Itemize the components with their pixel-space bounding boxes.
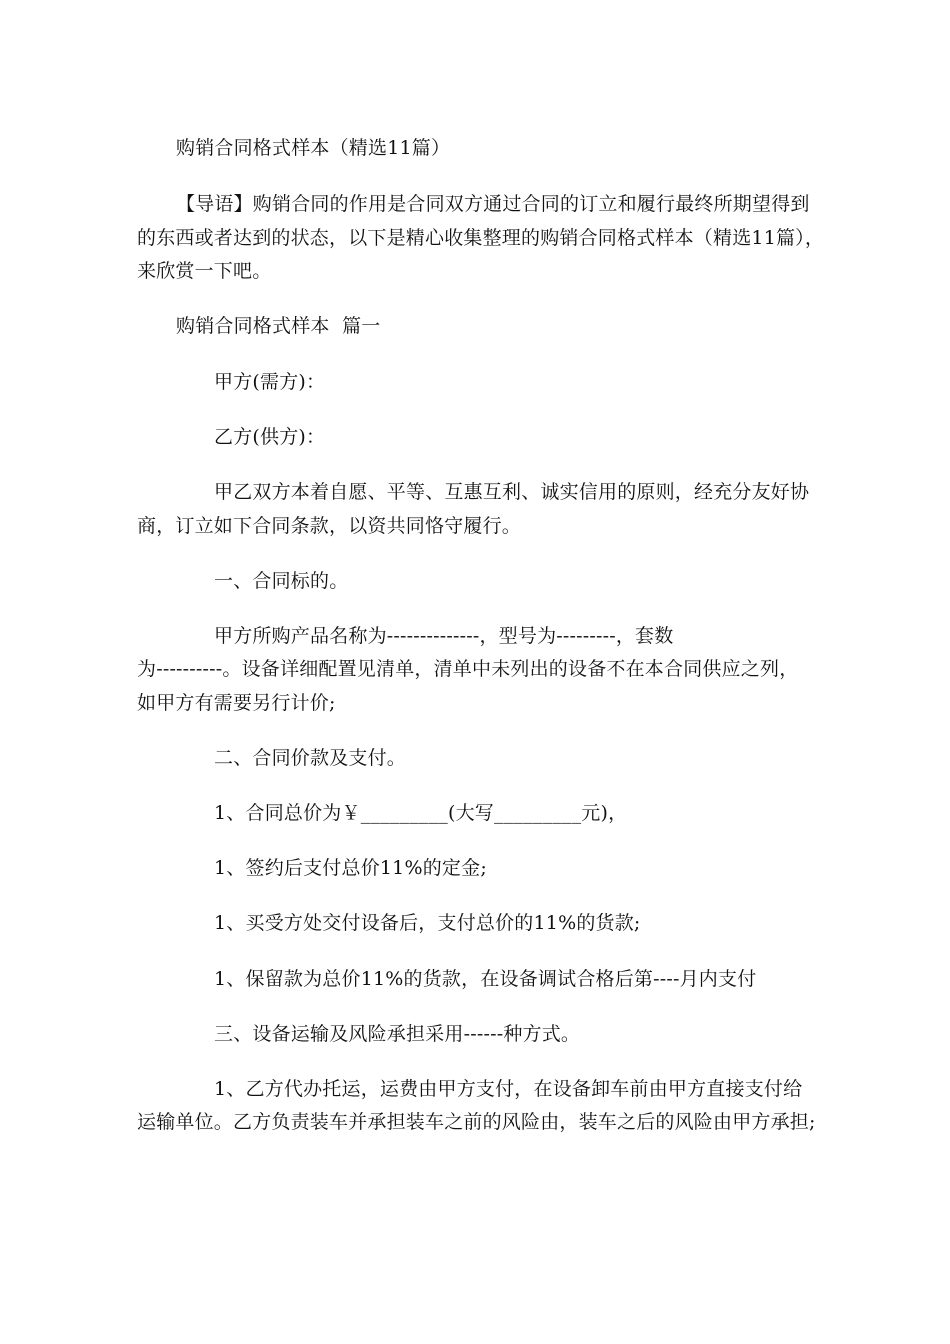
- clause-2-item-2: 1、签约后支付总价11%的定金;: [214, 857, 487, 879]
- clause-1-line-1: 甲方所购产品名称为--------------，型号为---------，套数: [214, 625, 674, 647]
- clause-1-title: 一、合同标的。: [214, 570, 349, 592]
- clause-3-title: 三、设备运输及风险承担采用------种方式。: [214, 1023, 581, 1045]
- clause-3-line-1: 1、乙方代办托运，运费由甲方支付，在设备卸车前由甲方直接支付给: [214, 1078, 803, 1100]
- clause-2-item-4: 1、保留款为总价11%的货款，在设备调试合格后第----月内支付: [214, 968, 757, 990]
- clause-2-item-3: 1、买受方处交付设备后，支付总价的11%的货款;: [214, 912, 641, 934]
- clause-1-line-2: 为----------。设备详细配置见清单，清单中未列出的设备不在本合同供应之列，: [137, 658, 799, 680]
- intro-line-1: 【导语】购销合同的作用是合同双方通过合同的订立和履行最终所期望得到: [176, 193, 810, 215]
- party-a-label: 甲方(需方)：: [214, 371, 326, 393]
- clause-3-line-2: 运输单位。乙方负责装车并承担装车之前的风险由，装车之后的风险由甲方承担;: [137, 1111, 816, 1133]
- intro-line-3: 来欣赏一下吧。: [137, 260, 272, 282]
- document-title: 购销合同格式样本（精选11篇）: [176, 137, 451, 159]
- preamble-line-1: 甲乙双方本着自愿、平等、互惠互利、诚实信用的原则，经充分友好协: [214, 481, 810, 503]
- clause-1-line-3: 如甲方有需要另行计价;: [137, 692, 336, 714]
- section-heading: 购销合同格式样本 篇一: [176, 315, 381, 337]
- party-b-label: 乙方(供方)：: [214, 426, 326, 448]
- clause-2-title: 二、合同价款及支付。: [214, 747, 407, 769]
- intro-line-2: 的东西或者达到的状态，以下是精心收集整理的购销合同格式样本（精选11篇），: [137, 227, 825, 249]
- clause-2-item-1: 1、合同总价为￥_________(大写_________元)，: [214, 802, 628, 824]
- preamble-line-2: 商，订立如下合同条款，以资共同恪守履行。: [137, 515, 522, 537]
